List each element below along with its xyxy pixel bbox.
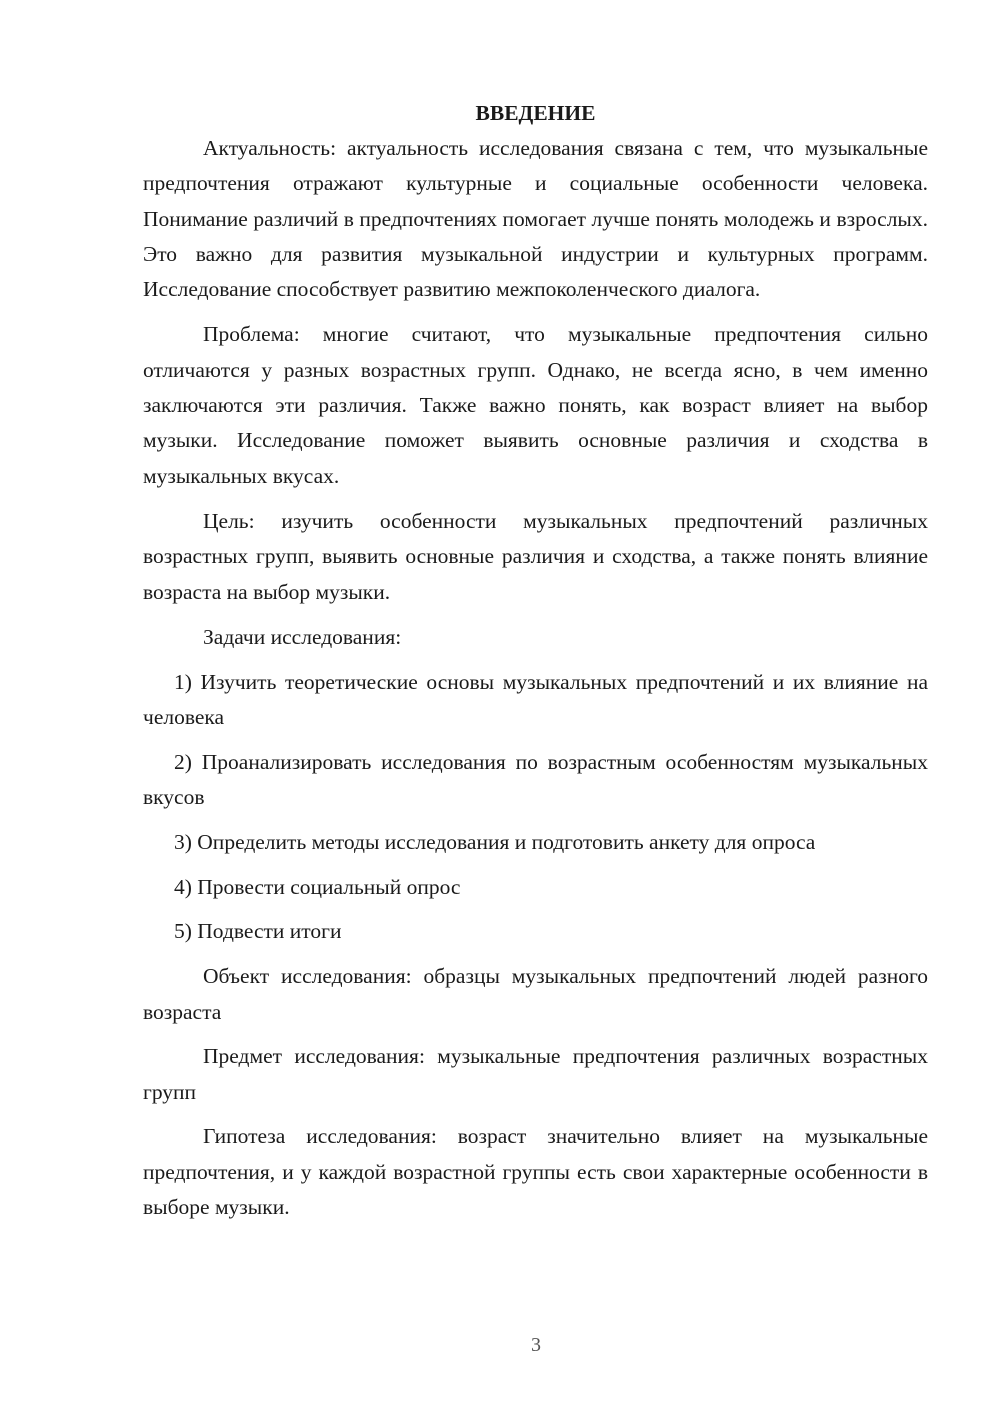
relevance-paragraph: Актуальность: актуальность исследования связана с тем, что музыкальные предпочтения отражают культурные и социальные особенности человека. Понимание различий в предпочтениях помогает лучше понять молодежь и взрослых. Это важно для развития музыкальной индустрии и культурных программ. Исследование способствует развитию межпоколенческого диалога. bbox=[143, 136, 928, 302]
object-paragraph: Объект исследования: образцы музыкальных предпочтений людей разного возраста bbox=[143, 964, 928, 1024]
goal-paragraph: Цель: изучить особенности музыкальных предпочтений различных возрастных групп, выявить основные различия и сходства, а также понять влияние возраста на выбор музыки. bbox=[143, 508, 928, 604]
page-content bbox=[143, 96, 928, 1225]
tasks-title: Задачи исследования: bbox=[203, 624, 402, 649]
problem-paragraph: Проблема: многие считают, что музыкальные предпочтения сильно отличаются у разных возрастных групп. Однако, не всегда ясно, в чем именно заключаются эти различия. Также важно понять, как возраст влияет на выбор музыки. Исследование поможет выявить основные различия и сходства в музыкальных вкусах. bbox=[143, 322, 928, 488]
task-item-3: 3) Определить методы исследования и подготовить анкету для опроса bbox=[174, 829, 816, 854]
hypothesis-paragraph: Гипотеза исследования: возраст значительно влияет на музыкальные предпочтения, и у каждой возрастной группы есть свои характерные особенности в выборе музыки. bbox=[143, 1124, 928, 1220]
task-item-2: 2) Проанализировать исследования по возрастным особенностям музыкальных вкусов bbox=[143, 749, 928, 810]
task-item-4: 4) Провести социальный опрос bbox=[174, 874, 461, 899]
page-number: 3 bbox=[531, 1334, 541, 1356]
task-item-5: 5) Подвести итоги bbox=[174, 919, 342, 944]
task-item-1: 1) Изучить теоретические основы музыкальных предпочтений и их влияние на человека bbox=[143, 669, 928, 729]
section-heading: ВВЕДЕНИЕ bbox=[475, 101, 596, 125]
subject-paragraph: Предмет исследования: музыкальные предпочтения различных возрастных групп bbox=[143, 1044, 928, 1104]
